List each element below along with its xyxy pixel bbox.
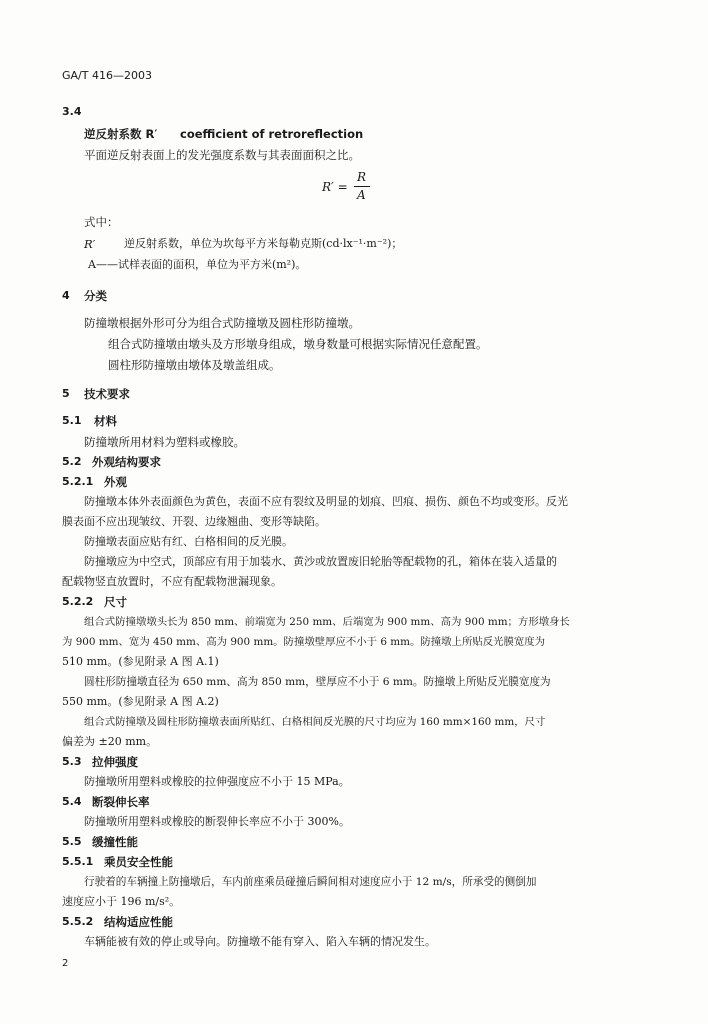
sec-5-3-paragraph: 防撞墩所用塑料或橡胶的拉伸强度应不小于 15 MPa。 (84, 775, 350, 788)
var-r-symbol: R′ (84, 237, 96, 251)
sec-5-2-title: 外观结构要求 (92, 455, 161, 469)
sec-5-1-paragraph: 防撞墩所用材料为塑料或橡胶。 (84, 435, 245, 449)
sec-5-2-2-paragraph: 550 mm。(参见附录 A 图 A.2) (62, 695, 219, 708)
where-label: 式中： (84, 215, 119, 229)
sec-3-4-definition: 平面逆反射表面上的发光强度系数与其表面面积之比。 (84, 148, 360, 162)
sec-5-1-number: 5.1 (62, 414, 82, 427)
sec-5-2-2-title: 尺寸 (104, 595, 127, 609)
doc-code: GA/T 416—2003 (62, 69, 152, 82)
sec-3-4-number: 3.4 (62, 105, 82, 118)
sec-5-2-1-paragraph: 防撞墩应为中空式，顶部应有用于加装水、黄沙或放置废旧轮胎等配载物的孔，箱体在装入适量的 (84, 555, 557, 568)
sec-4-number: 4 (62, 289, 70, 302)
sec-5-5-2-paragraph: 车辆能被有效的停止或导向。防撞墩不能有穿入、陷入车辆的情况发生。 (84, 935, 436, 948)
sec-3-4-term-zh: 逆反射系数 R′ (84, 127, 158, 141)
sec-4-title: 分类 (84, 289, 107, 303)
sec-5-4-title: 断裂伸长率 (92, 795, 150, 809)
sec-3-4-term-en: coefficient of retroreflection (180, 127, 364, 141)
sec-5-5-1-paragraph: 行驶着的车辆撞上防撞墩后，车内前座乘员碰撞后瞬间相对速度应小于 12 m/s，所承受的侧倒加 (84, 876, 537, 888)
sec-5-2-1-paragraph: 配载物竖直放置时，不应有配载物泄漏现象。 (62, 575, 282, 588)
sec-5-5-2-title: 结构适应性能 (104, 915, 173, 929)
sec-5-2-2-paragraph: 圆柱形防撞墩直径为 650 mm、高为 850 mm，壁厚应不小于 6 mm。防撞墩上所贴反光膜宽度为 (84, 676, 551, 688)
formula-lhs: R′ = (322, 180, 348, 194)
sec-5-1-title: 材料 (94, 414, 117, 428)
sec-5-5-2-number: 5.5.2 (62, 915, 94, 928)
sec-5-5-1-number: 5.5.1 (62, 855, 94, 868)
formula-numerator: R (357, 170, 367, 184)
sec-4-paragraph: 组合式防撞墩由墩头及方形墩身组成，墩身数量可根据实际情况任意配置。 (108, 337, 488, 351)
sec-5-number: 5 (62, 387, 70, 400)
sec-5-2-1-paragraph: 防撞墩表面应贴有红、白格相间的反光膜。 (84, 535, 293, 548)
sec-5-4-number: 5.4 (62, 795, 82, 808)
sec-5-2-2-paragraph: 组合式防撞墩墩头长为 850 mm、前端宽为 250 mm、后端宽为 900 mm、高为 900 mm；方形墩身长 (84, 616, 570, 628)
sec-5-2-number: 5.2 (62, 455, 82, 468)
sec-5-2-1-paragraph: 防撞墩本体外表面颜色为黄色，表面不应有裂纹及明显的划痕、凹痕、损伤、颜色不均或变形。反光 (84, 495, 568, 508)
sec-5-5-1-paragraph: 速度应小于 196 m/s²。 (62, 895, 181, 908)
sec-5-2-2-paragraph: 510 mm。(参见附录 A 图 A.1) (62, 655, 219, 668)
sec-5-2-2-paragraph: 偏差为 ±20 mm。 (62, 735, 158, 748)
sec-5-5-1-title: 乘员安全性能 (104, 855, 173, 869)
sec-5-2-1-number: 5.2.1 (62, 475, 94, 488)
sec-5-3-number: 5.3 (62, 755, 82, 768)
sec-5-2-2-paragraph: 组合式防撞墩及圆柱形防撞墩表面所贴红、白格相间反光膜的尺寸均应为 160 mm×160 mm，尺寸 (84, 716, 546, 728)
sec-5-3-title: 拉伸强度 (92, 755, 138, 769)
sec-5-4-paragraph: 防撞墩所用塑料或橡胶的断裂伸长率应不小于 300%。 (84, 815, 350, 828)
formula-denominator: A (357, 188, 366, 202)
sec-5-2-1-paragraph: 膜表面不应出现皱纹、开裂、边缘翘曲、变形等缺陷。 (62, 515, 326, 528)
sec-5-5-number: 5.5 (62, 835, 82, 848)
sec-5-2-2-paragraph: 为 900 mm、宽为 450 mm、高为 900 mm。防撞墩壁厚应不小于 6 mm。防撞墩上所贴反光膜宽度为 (62, 636, 546, 648)
page-number: 2 (62, 958, 69, 969)
sec-5-2-2-number: 5.2.2 (62, 595, 94, 608)
sec-4-paragraph: 防撞墩根据外形可分为组合式防撞墩及圆柱形防撞墩。 (84, 316, 360, 330)
fraction-bar (354, 186, 370, 187)
sec-5-2-1-title: 外观 (104, 475, 127, 489)
sec-5-title: 技术要求 (84, 387, 130, 401)
var-r-description: 逆反射系数，单位为坎每平方米每勒克斯(cd·lx⁻¹·m⁻²)； (124, 237, 403, 250)
sec-4-paragraph: 圆柱形防撞墩由墩体及墩盖组成。 (108, 358, 281, 372)
sec-5-5-title: 缓撞性能 (92, 835, 138, 849)
var-a-description: A——试样表面的面积，单位为平方米(m²)。 (88, 258, 307, 271)
